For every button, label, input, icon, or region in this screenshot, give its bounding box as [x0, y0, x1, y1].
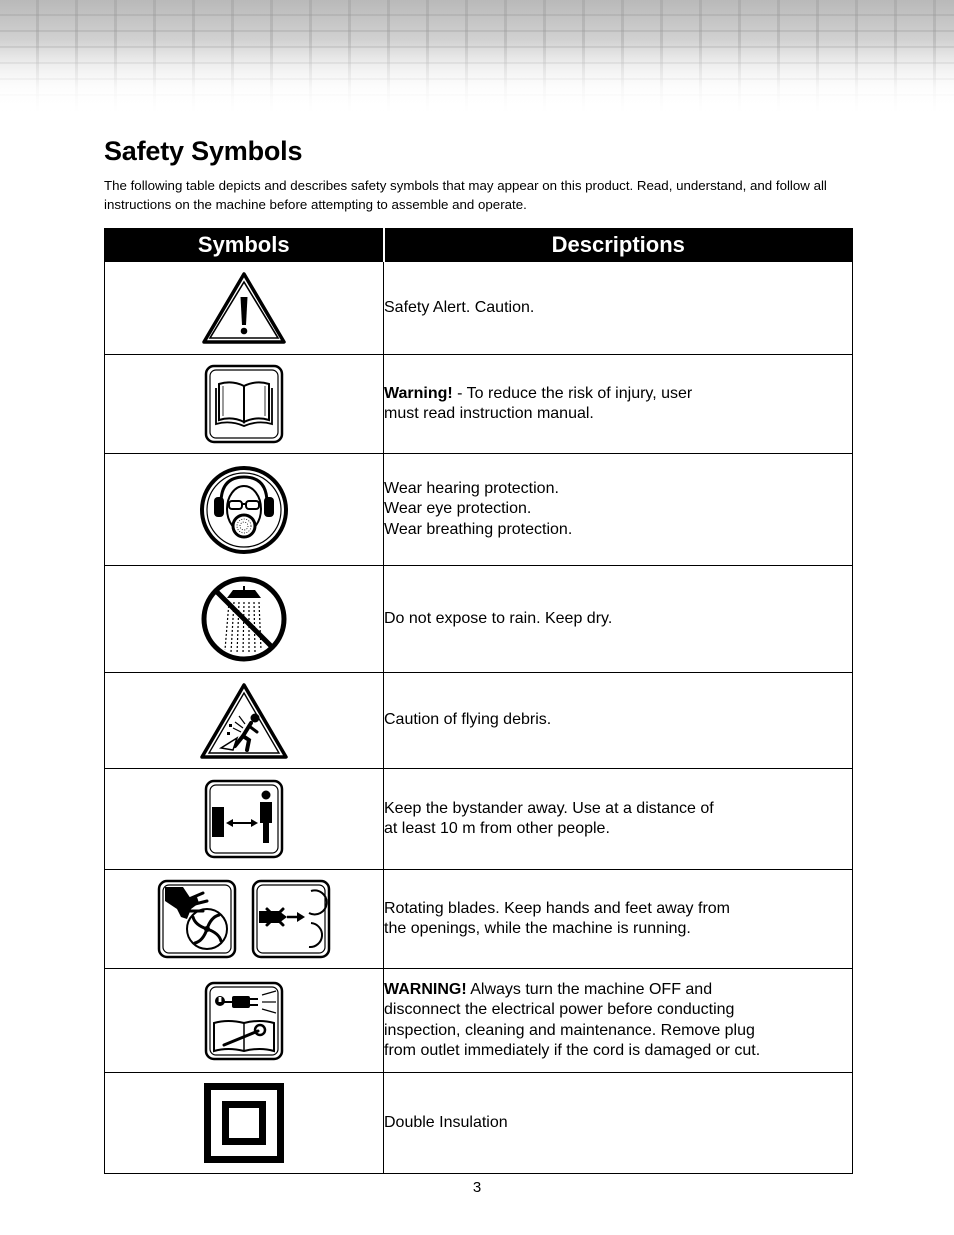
double-insulation-icon: [204, 1083, 284, 1163]
symbol-cell: [105, 454, 384, 566]
symbol-cell: [105, 262, 384, 355]
description-cell: [384, 454, 853, 566]
description-line: Wear eye protection.: [384, 500, 532, 518]
table-row: [105, 566, 853, 673]
description-cell: [384, 969, 853, 1073]
description-line: Rotating blades. Keep hands and feet away from: [384, 899, 730, 917]
table-row: [105, 355, 853, 454]
description-cell: [384, 566, 853, 673]
rotating-blades-foot-icon: [251, 879, 331, 959]
description-line: Safety Alert. Caution.: [384, 298, 535, 316]
description-line: Keep the bystander away. Use at a distance of: [384, 799, 714, 817]
warning-label: Warning!: [384, 384, 453, 402]
page-number: 3: [472, 1179, 482, 1196]
description-line: must read instruction manual.: [384, 405, 594, 422]
description-line: WARNING! Always turn the machine OFF and: [384, 980, 713, 998]
description-cell: [384, 355, 853, 454]
table-row: [105, 1073, 853, 1174]
description-cell: [384, 870, 853, 969]
description-line: the openings, while the machine is running.: [384, 920, 691, 937]
table-row: [105, 673, 853, 769]
disconnect-power-maintenance-icon: [204, 981, 284, 1061]
table-row: [105, 969, 853, 1073]
description-cell: [384, 673, 853, 769]
page-title: Safety Symbols: [104, 136, 303, 166]
table-header-row: [105, 228, 853, 262]
description-line: inspection, cleaning and maintenance. Remove plug: [384, 1021, 755, 1039]
no-rain-icon: [199, 574, 289, 664]
description-line: Do not expose to rain. Keep dry.: [384, 609, 613, 627]
safety-alert-triangle-icon: [201, 271, 287, 345]
flying-debris-warning-icon: [199, 682, 289, 760]
warning-label: WARNING!: [384, 980, 467, 998]
description-cell: [384, 262, 853, 355]
symbol-cell: [105, 870, 384, 969]
descriptions-column-header: Descriptions: [384, 228, 853, 262]
symbol-cell: [105, 355, 384, 454]
description-line: from outlet immediately if the cord is damaged or cut.: [384, 1042, 761, 1059]
description-line: Warning! - To reduce the risk of injury, user: [384, 384, 693, 402]
description-line: Double Insulation: [384, 1113, 508, 1131]
symbol-cell: [105, 566, 384, 673]
symbol-cell: [105, 969, 384, 1073]
description-line: disconnect the electrical power before conducting: [384, 1001, 735, 1018]
description-cell: [384, 1073, 853, 1174]
intro-paragraph: The following table depicts and describes safety symbols that may appear on this product. Read, understand, and follow all instructions on the machine before attempting to assemble and operate.: [104, 178, 827, 212]
description-line: Wear breathing protection.: [384, 520, 573, 538]
table-row: [105, 769, 853, 870]
hearing-eye-breathing-protection-icon: [199, 465, 289, 555]
symbols-column-header: Symbols: [105, 228, 384, 262]
symbol-cell: [105, 1073, 384, 1174]
read-manual-book-icon: [204, 364, 284, 444]
symbol-cell: [105, 673, 384, 769]
description-line: at least 10 m from other people.: [384, 820, 610, 837]
description-cell: [384, 769, 853, 870]
bystander-distance-icon: [204, 779, 284, 859]
description-line: Caution of flying debris.: [384, 711, 552, 729]
rotating-blades-hand-icon: [157, 879, 237, 959]
table-row: [105, 262, 853, 355]
table-row: [105, 870, 853, 969]
header-band: [0, 0, 954, 112]
description-line: Wear hearing protection.: [384, 479, 559, 497]
safety-symbols-table: [104, 228, 853, 1174]
table-row: [105, 454, 853, 566]
symbol-cell: [105, 769, 384, 870]
